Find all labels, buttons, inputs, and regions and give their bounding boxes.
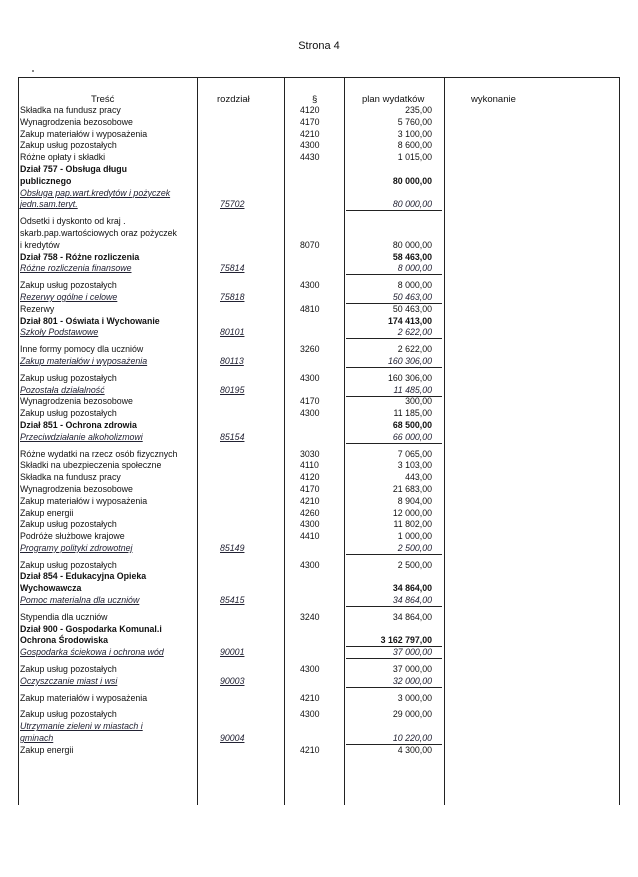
row-description: Wynagrodzenia bezosobowe	[20, 116, 133, 127]
table-row	[0, 721, 638, 733]
row-paragraf: 4300	[300, 519, 320, 530]
table-row	[0, 647, 638, 659]
table-row	[0, 635, 638, 647]
row-description: Inne formy pomocy dla uczniów	[20, 344, 144, 355]
row-plan-amount: 2 500,00	[397, 559, 432, 570]
row-paragraf: 4300	[300, 559, 320, 570]
row-description: Podróże służbowe krajowe	[20, 531, 125, 542]
row-plan-amount: 11 485,00	[393, 384, 432, 395]
row-rozdzial: 75702	[220, 199, 245, 210]
row-description: Zakup usług pozostałych	[20, 140, 117, 151]
row-paragraf: 3030	[300, 448, 320, 459]
table-row	[0, 316, 638, 328]
header-paragraf: §	[312, 94, 318, 105]
table-row	[0, 733, 638, 745]
table-row	[0, 140, 638, 152]
row-plan-amount: 443,00	[405, 472, 432, 483]
table-row	[0, 676, 638, 688]
row-plan-amount: 32 000,00	[392, 675, 432, 686]
row-description: Różne rozliczenia finansowe	[20, 263, 132, 274]
row-paragraf: 4300	[300, 709, 320, 720]
row-plan-amount: 68 500,00	[392, 419, 432, 430]
row-description: Obsługa pap.wart.kredytów i pożyczek	[20, 187, 171, 198]
row-description: Zakup usług pozostałych	[20, 372, 117, 383]
table-row	[0, 216, 638, 228]
table-row	[0, 420, 638, 432]
row-description: gminach	[20, 733, 54, 744]
table-row	[0, 472, 638, 484]
row-paragraf: 4210	[300, 495, 320, 506]
table-row	[0, 571, 638, 583]
row-plan-amount: 235,00	[405, 105, 432, 115]
table-row	[0, 199, 638, 211]
scan-speck	[32, 70, 34, 72]
row-plan-amount: 37 000,00	[392, 647, 432, 658]
row-description: Zakup materiałów i wyposażenia	[20, 128, 148, 139]
table-row	[0, 408, 638, 420]
row-paragraf: 4210	[300, 128, 320, 139]
row-description: jedn.sam.teryt.	[20, 199, 78, 210]
row-plan-amount: 34 864,00	[392, 595, 432, 606]
table-row	[0, 373, 638, 385]
row-plan-amount: 4 300,00	[397, 744, 432, 755]
plan-underline	[346, 274, 442, 275]
row-plan-amount: 3 103,00	[397, 460, 432, 471]
table-row	[0, 612, 638, 624]
row-paragraf: 4170	[300, 483, 320, 494]
row-description: skarb.pap.wartościowych oraz pożyczek	[20, 227, 177, 238]
row-plan-amount: 3 100,00	[397, 128, 432, 139]
table-row	[0, 531, 638, 543]
row-paragraf: 3260	[300, 344, 320, 355]
table-row	[0, 745, 638, 757]
row-description: Różne opłaty i składki	[20, 152, 106, 163]
table-row	[0, 105, 638, 117]
table-row	[0, 432, 638, 444]
table-row	[0, 624, 638, 636]
table-row	[0, 280, 638, 292]
plan-underline	[346, 443, 442, 444]
row-description: Programy polityki zdrowotnej	[20, 542, 133, 553]
row-rozdzial: 85149	[220, 542, 245, 553]
row-description: Rezerwy ogólne i celowe	[20, 291, 118, 302]
table-row	[0, 304, 638, 316]
row-rozdzial: 90003	[220, 675, 245, 686]
plan-underline	[346, 367, 442, 368]
row-rozdzial: 75814	[220, 263, 245, 274]
row-description: Rezerwy	[20, 303, 55, 314]
row-plan-amount: 2 622,00	[397, 327, 432, 338]
row-plan-amount: 58 463,00	[392, 251, 432, 262]
row-paragraf: 4120	[300, 105, 320, 115]
table-row	[0, 460, 638, 472]
row-description: Przeciwdziałanie alkoholizmowi	[20, 431, 143, 442]
table-row	[0, 292, 638, 304]
row-paragraf: 4300	[300, 280, 320, 291]
table-row	[0, 228, 638, 240]
row-description: Składka na fundusz pracy	[20, 105, 121, 115]
row-rozdzial: 90004	[220, 733, 245, 744]
table-row	[0, 152, 638, 164]
row-description: Zakup usług pozostałych	[20, 408, 117, 419]
row-description: Wynagrodzenia bezosobowe	[20, 396, 133, 407]
table-row	[0, 560, 638, 572]
table-row	[0, 484, 638, 496]
row-paragraf: 4300	[300, 408, 320, 419]
table-row	[0, 129, 638, 141]
row-plan-amount: 300,00	[405, 396, 432, 407]
row-description: Stypendia dla uczniów	[20, 611, 108, 622]
table-row	[0, 188, 638, 200]
table-row	[0, 385, 638, 397]
header-wykonanie: wykonanie	[471, 94, 516, 105]
row-rozdzial: 85415	[220, 595, 245, 606]
row-plan-amount: 7 065,00	[397, 448, 432, 459]
row-plan-amount: 66 000,00	[392, 431, 432, 442]
table-row	[0, 508, 638, 520]
row-plan-amount: 37 000,00	[392, 664, 432, 675]
row-description: Odsetki i dyskonto od kraj .	[20, 216, 126, 227]
row-description: Gospodarka ściekowa i ochrona wód	[20, 647, 164, 658]
row-plan-amount: 1 015,00	[397, 152, 432, 163]
table-row	[0, 252, 638, 264]
row-plan-amount: 29 000,00	[392, 709, 432, 720]
plan-underline	[346, 210, 442, 211]
row-paragraf: 4410	[300, 531, 320, 542]
row-plan-amount: 10 220,00	[392, 733, 432, 744]
row-plan-amount: 8 600,00	[397, 140, 432, 151]
row-description: Dział 758 - Różne rozliczenia	[20, 251, 140, 262]
row-description: Zakup usług pozostałych	[20, 519, 117, 530]
row-plan-amount: 3 162 797,00	[380, 635, 432, 646]
row-description: Różne wydatki na rzecz osób fizycznych	[20, 448, 178, 459]
table-row	[0, 583, 638, 595]
row-plan-amount: 11 185,00	[393, 408, 432, 419]
row-rozdzial: 75818	[220, 291, 245, 302]
row-paragraf: 4170	[300, 116, 320, 127]
row-plan-amount: 2 622,00	[397, 344, 432, 355]
page-number: Strona 4	[298, 40, 340, 52]
row-description: Zakup usług pozostałych	[20, 280, 117, 291]
table-row	[0, 543, 638, 555]
table-row	[0, 240, 638, 252]
table-row	[0, 709, 638, 721]
row-plan-amount: 80 000,00	[392, 239, 432, 250]
plan-underline	[346, 658, 442, 659]
row-description: Pomoc materialna dla uczniów	[20, 595, 140, 606]
row-paragraf: 3240	[300, 611, 320, 622]
row-rozdzial: 80101	[220, 327, 245, 338]
row-paragraf: 4300	[300, 140, 320, 151]
row-description: Zakup materiałów i wyposażenia	[20, 692, 148, 703]
table-row	[0, 117, 638, 129]
row-plan-amount: 21 683,00	[392, 483, 432, 494]
row-description: Zakup energii	[20, 744, 74, 755]
row-description: Dział 854 - Edukacyjna Opieka	[20, 571, 147, 582]
row-description: Szkoły Podstawowe	[20, 327, 99, 338]
row-paragraf: 4110	[300, 460, 319, 471]
row-plan-amount: 3 000,00	[397, 692, 432, 703]
row-description: Dział 851 - Ochrona zdrowia	[20, 419, 137, 430]
plan-underline	[346, 338, 442, 339]
row-description: Zakup materiałów i wyposażenia	[20, 495, 148, 506]
row-description: Zakup materiałów i wyposażenia	[20, 355, 148, 366]
table-row	[0, 693, 638, 705]
row-plan-amount: 80 000,00	[392, 175, 432, 186]
row-paragraf: 4300	[300, 664, 320, 675]
row-description: Dział 900 - Gospodarka Komunal.i	[20, 623, 162, 634]
row-description: Zakup usług pozostałych	[20, 709, 117, 720]
table-row	[0, 519, 638, 531]
header-tresc: Treść	[91, 94, 115, 105]
table-row	[0, 496, 638, 508]
row-plan-amount: 160 306,00	[387, 355, 432, 366]
row-description: Składka na fundusz pracy	[20, 472, 121, 483]
table-row	[0, 396, 638, 408]
row-paragraf: 4170	[300, 396, 320, 407]
row-description: i kredytów	[20, 239, 60, 250]
row-description: publicznego	[20, 175, 72, 186]
table-row	[0, 263, 638, 275]
row-description: Zakup usług pozostałych	[20, 664, 117, 675]
row-rozdzial: 90001	[220, 647, 245, 658]
plan-underline	[346, 606, 442, 607]
row-description: Zakup energii	[20, 507, 74, 518]
row-plan-amount: 34 864,00	[392, 611, 432, 622]
row-description: Pozostała działalność	[20, 384, 105, 395]
row-description: Dział 801 - Oświata i Wychowanie	[20, 315, 160, 326]
row-plan-amount: 8 000,00	[397, 263, 432, 274]
row-paragraf: 8070	[300, 239, 320, 250]
row-description: Zakup usług pozostałych	[20, 559, 117, 570]
header-rozdzial: rozdział	[217, 94, 250, 105]
row-rozdzial: 80195	[220, 384, 245, 395]
table-row	[0, 327, 638, 339]
table-row	[0, 664, 638, 676]
row-description: Ochrona Środowiska	[20, 635, 108, 646]
table-row	[0, 449, 638, 461]
row-plan-amount: 8 000,00	[397, 280, 432, 291]
table-row	[0, 344, 638, 356]
row-plan-amount: 34 864,00	[392, 583, 432, 594]
row-plan-amount: 80 000,00	[392, 199, 432, 210]
row-paragraf: 4260	[300, 507, 320, 518]
row-paragraf: 4210	[300, 744, 320, 755]
row-paragraf: 4430	[300, 152, 320, 163]
row-plan-amount: 50 463,00	[392, 291, 432, 302]
table-row	[0, 356, 638, 368]
row-paragraf: 4210	[300, 692, 320, 703]
row-plan-amount: 2 500,00	[397, 542, 432, 553]
plan-underline	[346, 687, 442, 688]
row-description: Wychowawcza	[20, 583, 82, 594]
table-row	[0, 176, 638, 188]
row-description: Wynagrodzenia bezosobowe	[20, 483, 133, 494]
plan-underline	[346, 554, 442, 555]
row-paragraf: 4120	[300, 472, 320, 483]
row-rozdzial: 85154	[220, 431, 245, 442]
row-rozdzial: 80113	[220, 355, 244, 366]
row-plan-amount: 11 802,00	[393, 519, 432, 530]
table-row	[0, 595, 638, 607]
row-description: Składki na ubezpieczenia społeczne	[20, 460, 162, 471]
table-row	[0, 164, 638, 176]
row-plan-amount: 160 306,00	[387, 372, 432, 383]
row-plan-amount: 174 413,00	[387, 315, 432, 326]
row-plan-amount: 5 760,00	[397, 116, 432, 127]
row-plan-amount: 1 000,00	[397, 531, 432, 542]
row-description: Oczyszczanie miast i wsi	[20, 675, 118, 686]
table-body	[0, 105, 638, 757]
row-description: Utrzymanie zieleni w miastach i	[20, 721, 143, 732]
row-paragraf: 4300	[300, 372, 320, 383]
row-description: Dział 757 - Obsługa długu	[20, 163, 128, 174]
row-paragraf: 4810	[300, 303, 320, 314]
row-plan-amount: 8 904,00	[397, 495, 432, 506]
header-plan: plan wydatków	[362, 94, 425, 105]
row-plan-amount: 12 000,00	[392, 507, 432, 518]
row-plan-amount: 50 463,00	[392, 303, 432, 314]
